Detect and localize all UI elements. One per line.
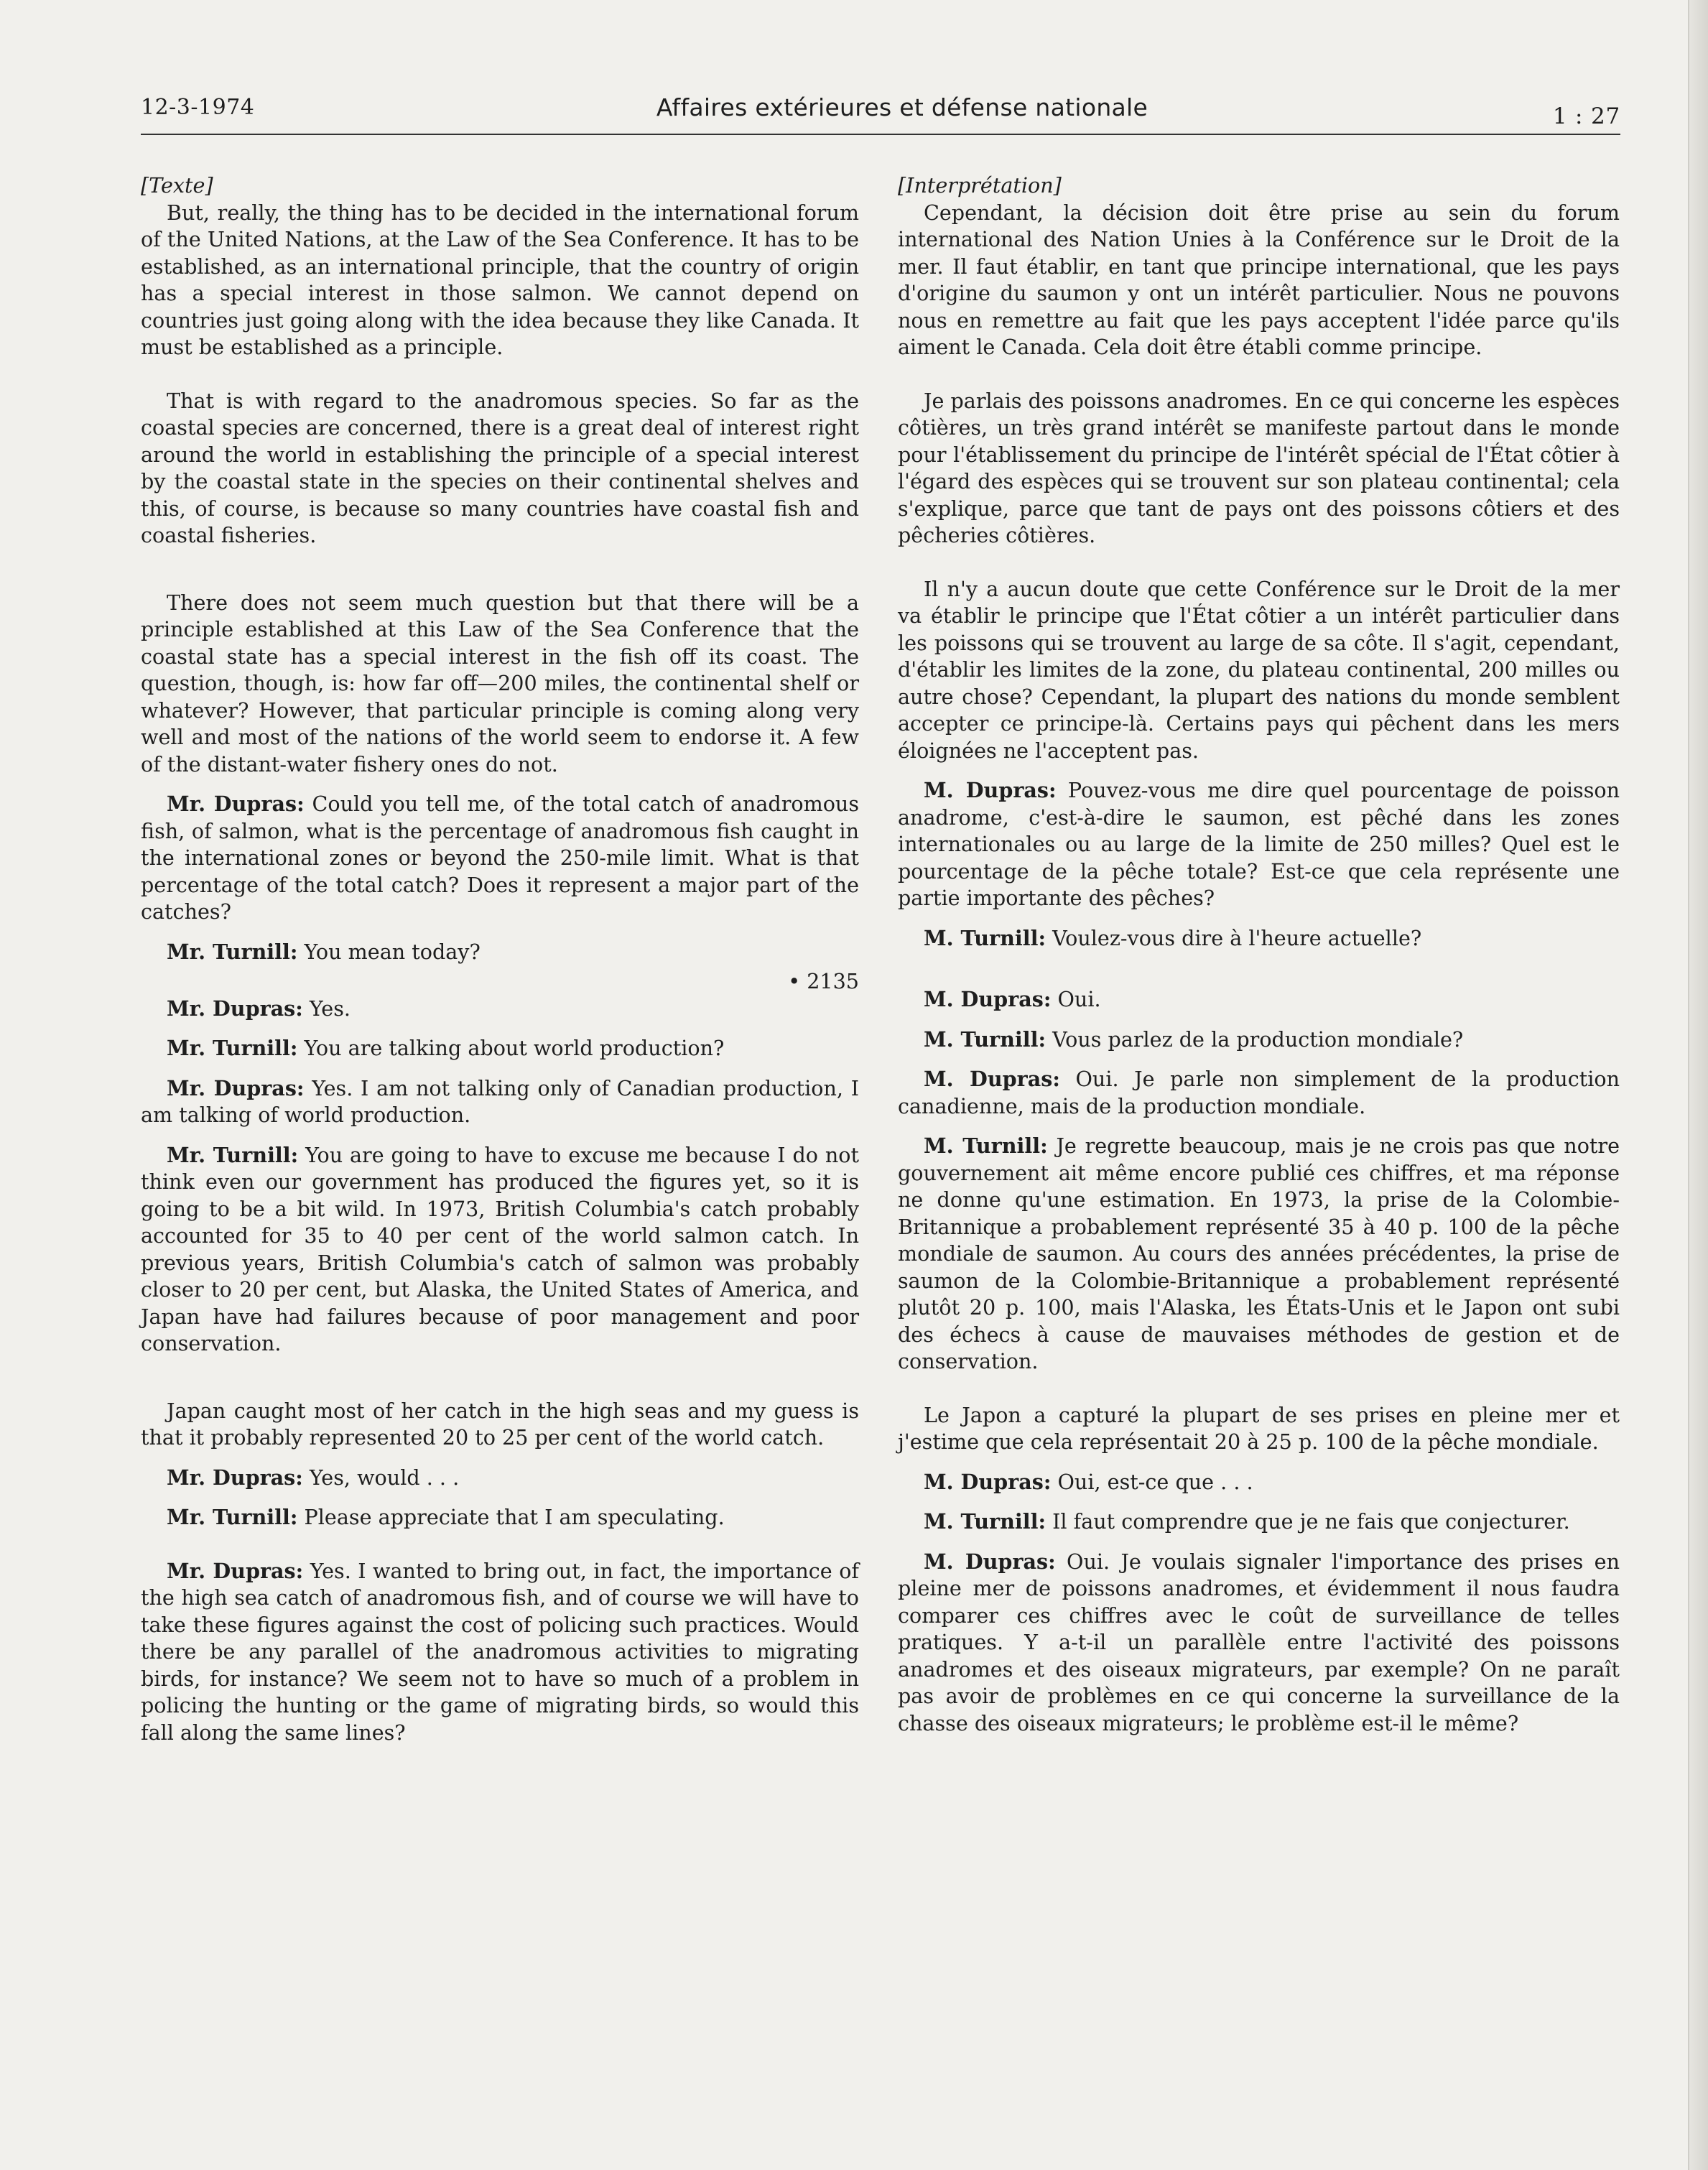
header-rule (141, 134, 1620, 135)
section-tag: [Interprétation] (898, 173, 1062, 198)
speech-text: Yes. (309, 996, 351, 1021)
speech-text: Please appreciate that I am speculating. (304, 1505, 725, 1529)
speech-text: You are talking about world production? (304, 1036, 725, 1060)
speech (141, 996, 859, 1023)
header-page-number: 1 : 27 (1552, 103, 1620, 129)
paragraph: Le Japon a capturé la plupart de ses prises en pleine mer et j'estime que cela représentait 20 à 25 p. 100 de la pêche mondiale. (898, 1402, 1620, 1454)
speech-text: Il faut comprendre que je ne fais que conjecturer. (1052, 1509, 1570, 1534)
paragraph: But, really, the thing has to be decided in the international forum of the United Nations, at the Law of the Sea Conference. It has to be established, as an international principle, that the country of origin has a special interest in those salmon. We cannot depend on countries just going along with the idea because they like Canada. It must be established as a principle. (141, 200, 859, 359)
speech (141, 939, 859, 966)
page-header (141, 93, 1620, 134)
speaker-name: M. Dupras: (924, 1067, 1060, 1091)
speech-text: Oui. Je voulais signaler l'importance des prises en pleine mer de poissons anadromes, et évidemment il nous faudra comparer ces chiffres avec le coût de surveillance de telles pratiques. Y a-t-il un parallèle entre l'activité des poissons anadromes et des oiseaux migrateurs, par exemple? On ne paraît pas avoir de problèmes en ce qui concerne la surveillance de la chasse des oiseaux migrateurs; le problème est-il le même? (898, 1549, 1620, 1735)
speech-text: Oui. Je parle non simplement de la production canadienne, mais de la production mondiale. (898, 1067, 1620, 1118)
speech-text: Yes. I am not talking only of Canadian production, I am talking of world production. (141, 1075, 860, 1127)
speaker-name: Mr. Dupras: (167, 1558, 304, 1583)
english-column (141, 172, 859, 1746)
page-edge (1688, 0, 1708, 2170)
speech (141, 1558, 859, 1747)
paragraph: That is with regard to the anadromous species. So far as the coastal species are concerned, there is a great deal of interest right around the world in establishing the principle of a special interest by the coastal state in the species on their continental shelves and this, of course, is because so many countries have coastal fish and coastal fisheries. (141, 388, 859, 547)
speech-text: Je regrette beaucoup, mais je ne crois pas que notre gouvernement ait même encore publié ces chiffres, et ma réponse ne donne qu'une estimation. En 1973, la prise de la Colombie-Britannique a probablement représenté 35 à 40 p. 100 de la pêche mondiale de saumon. Au cours des années précédentes, la prise de saumon de la Colombie-Britannique a probablement représenté plutôt 20 p. 100, mais l'Alaska, les États-Unis et le Japon ont subi des échecs à cause de mauvaises méthodes de gestion et de conservation. (898, 1133, 1620, 1373)
speech-text: Yes. I wanted to bring out, in fact, the importance of the high sea catch of anadromous fish, and of course we will have to take these figures against the cost of policing such practices. Would there be any parallel of the anadromous activities to migrating birds, for instance? We seem not to have so much of a problem in policing the hunting or the game of migrating birds, so would this fall along the same lines? (141, 1558, 859, 1745)
speaker-name: Mr. Turnill: (167, 1505, 298, 1529)
paragraph: Japan caught most of her catch in the high seas and my guess is that it probably represented 20 to 25 per cent of the world catch. (141, 1398, 859, 1450)
speech (898, 1508, 1620, 1536)
speech (898, 777, 1620, 912)
paragraph: Il n'y a aucun doute que cette Conférence sur le Droit de la mer va établir le principe que l'État côtier a un intérêt particulier dans les poissons qui se trouvent au large de sa côte. Il s'agit, cependant, d'établir les limites de la zone, du plateau continental, 200 milles ou autre chose? Cependant, la plupart des nations du monde semblent accepter ce principe-là. Certains pays qui pêchent dans les mers éloignées ne l'acceptent pas. (898, 576, 1620, 763)
speaker-name: M. Dupras: (924, 1469, 1052, 1494)
speaker-name: M. Dupras: (924, 987, 1052, 1011)
speech (141, 1465, 859, 1492)
speech-text: Oui. (1057, 987, 1101, 1011)
speech (141, 1035, 859, 1062)
speech (898, 1133, 1620, 1376)
speaker-name: M. Turnill: (924, 925, 1046, 950)
speech-text: Yes, would . . . (309, 1465, 460, 1490)
speaker-name: M. Dupras: (924, 1549, 1056, 1574)
speech (898, 925, 1620, 952)
speech (141, 1142, 859, 1358)
french-column (898, 172, 1620, 1737)
header-date: 12-3-1974 (141, 95, 255, 120)
speaker-name: Mr. Dupras: (167, 1465, 303, 1490)
speech (898, 1066, 1620, 1120)
speech (141, 1075, 859, 1129)
speech-text: Could you tell me, of the total catch of anadromous fish, of salmon, what is the percentage of anadromous fish caught in the international zones or beyond the 250-mile limit. What is that percentage of the total catch? Does it represent a major part of the catches? (141, 792, 859, 924)
section-tag: [Texte] (141, 173, 213, 198)
speech-text: You mean today? (304, 939, 481, 964)
speech-text: Oui, est-ce que . . . (1057, 1469, 1253, 1494)
speech (141, 791, 859, 926)
speaker-name: M. Dupras: (924, 778, 1057, 802)
speech-text: Vous parlez de la production mondiale? (1052, 1026, 1464, 1052)
speaker-name: Mr. Turnill: (167, 1142, 299, 1167)
speaker-name: Mr. Dupras: (167, 792, 305, 816)
speaker-name: M. Turnill: (924, 1133, 1048, 1158)
speech (898, 1469, 1620, 1496)
speaker-name: M. Turnill: (924, 1026, 1046, 1052)
speech (898, 1026, 1620, 1054)
speech-text: Voulez-vous dire à l'heure actuelle? (1052, 925, 1422, 950)
speech-text: Pouvez-vous me dire quel pourcentage de poisson anadrome, c'est-à-dire le saumon, est pêché dans les zones internationales ou au large de la limite de 250 milles? Quel est le pourcentage de la pêche totale? Est-ce que cela représente une partie importante des pêches? (898, 778, 1620, 910)
speech (898, 986, 1620, 1014)
speaker-name: Mr. Dupras: (167, 1075, 305, 1100)
paragraph: Je parlais des poissons anadromes. En ce qui concerne les espèces côtières, un très grand intérêt se manifeste partout dans le monde pour l'établissement du principe de l'intérêt spécial de l'État côtier à l'égard des espèces qui se trouvent sur son plateau continental; cela s'explique, parce que tant de pays ont des poissons côtiers et des pêcheries côtières. (898, 388, 1620, 547)
paragraph: Cependant, la décision doit être prise au sein du forum international des Nation Unies à la Conférence sur le Droit de la mer. Il faut établir, en tant que principe international, que les pays d'origine du saumon y ont un intérêt particulier. Nous ne pouvons nous en remettre au fait que les pays acceptent l'idée parce qu'ils aiment le Canada. Cela doit être établi comme principe. (898, 200, 1620, 359)
speech (898, 1549, 1620, 1738)
time-reference: • 2135 (788, 969, 859, 993)
speech-text: You are going to have to excuse me because I do not think even our government has produced the figures yet, so it is going to be a bit wild. In 1973, British Columbia's catch probably accounted for 35 to 40 per cent of the world salmon catch. In previous years, British Columbia's catch of salmon was probably closer to 20 per cent, but Alaska, the United States of America, and Japan have had failures because of poor management and poor conservation. (141, 1142, 859, 1355)
speech (141, 1504, 859, 1531)
paragraph: There does not seem much question but that there will be a principle established at this Law of the Sea Conference that the coastal state has a special interest in the fish off its coast. The question, though, is: how far off—200 miles, the continental shelf or whatever? However, that particular principle is coming along very well and most of the nations of the world seem to endorse it. A few of the distant-water fishery ones do not. (141, 590, 859, 776)
speaker-name: Mr. Dupras: (167, 996, 303, 1021)
speaker-name: Mr. Turnill: (167, 1036, 298, 1060)
speaker-name: M. Turnill: (924, 1509, 1046, 1534)
speaker-name: Mr. Turnill: (167, 939, 298, 964)
header-title: Affaires extérieures et défense nationale (656, 93, 1148, 121)
